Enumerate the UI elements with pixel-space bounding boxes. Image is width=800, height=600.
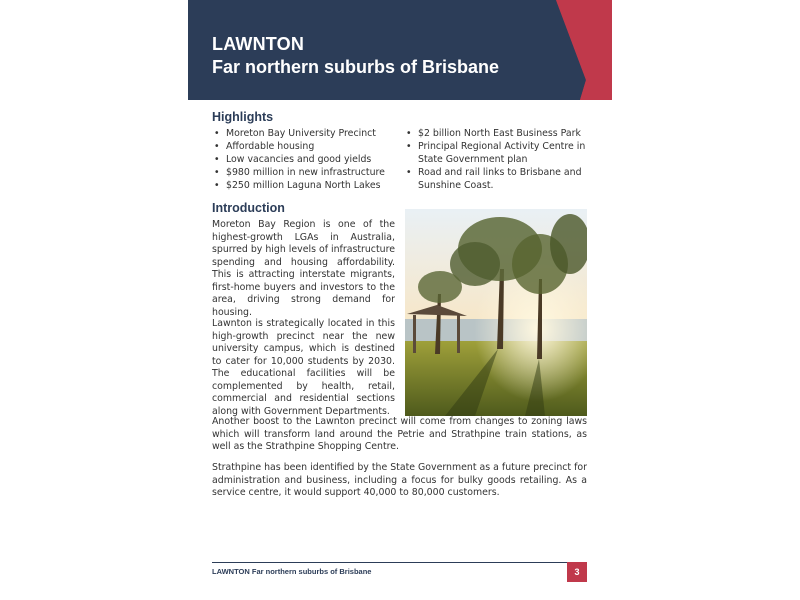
page-subtitle: Far northern suburbs of Brisbane xyxy=(212,57,500,77)
intro-paragraph-1: Moreton Bay Region is one of the highest-growth LGAs in Australia, spurred by high levels of infrastructure spending and housing affordability. This is attracting interstate migrants, first-home buyers and investors to the area, driving strong demand for housing. xyxy=(212,219,395,318)
list-item: • Road and rail links to Brisbane and Sunshine Coast. xyxy=(406,166,591,192)
list-item: • Principal Regional Activity Centre in State Government plan xyxy=(406,140,591,166)
intro-paragraph-4: Strathpine has been identified by the State Government as a future precinct for administration and business, including a focus for bulky goods retailing. As a service centre, it would support 40,000 to 80,000 customers. xyxy=(212,462,587,498)
introduction-heading: Introduction xyxy=(212,201,285,215)
list-item: • $2 billion North East Business Park xyxy=(406,127,591,140)
list-item: • Low vacancies and good yields xyxy=(214,153,399,166)
intro-paragraph-2: Lawnton is strategically located in this high-growth precinct near the new university campus, which is destined to cater for 10,000 students by 2030. The educational facilities will be complemented by health, retail, commercial and residential sections along with Government Departments. xyxy=(212,318,395,417)
footer-divider xyxy=(212,562,587,563)
highlights-list-right xyxy=(406,127,591,192)
list-item: • $980 million in new infrastructure xyxy=(214,166,399,179)
list-item: • Affordable housing xyxy=(214,140,399,153)
page-number: 3 xyxy=(567,562,587,582)
highlights-list-left xyxy=(214,127,399,192)
intro-paragraph-3: Another boost to the Lawnton precinct will come from changes to zoning laws which will transform land around the Petrie and Strathpine train stations, as well as the Strathpine Shopping Centre. xyxy=(212,416,587,452)
footer-title: LAWNTON Far northern suburbs of Brisbane xyxy=(212,567,372,576)
list-item: • $250 million Laguna North Lakes xyxy=(214,179,399,192)
lakeside-park-photo xyxy=(405,209,587,416)
page-title: LAWNTON xyxy=(212,34,305,54)
highlights-heading: Highlights xyxy=(212,110,274,124)
list-item: • Moreton Bay University Precinct xyxy=(214,127,399,140)
page-header xyxy=(188,0,612,100)
brochure-page xyxy=(188,0,612,600)
